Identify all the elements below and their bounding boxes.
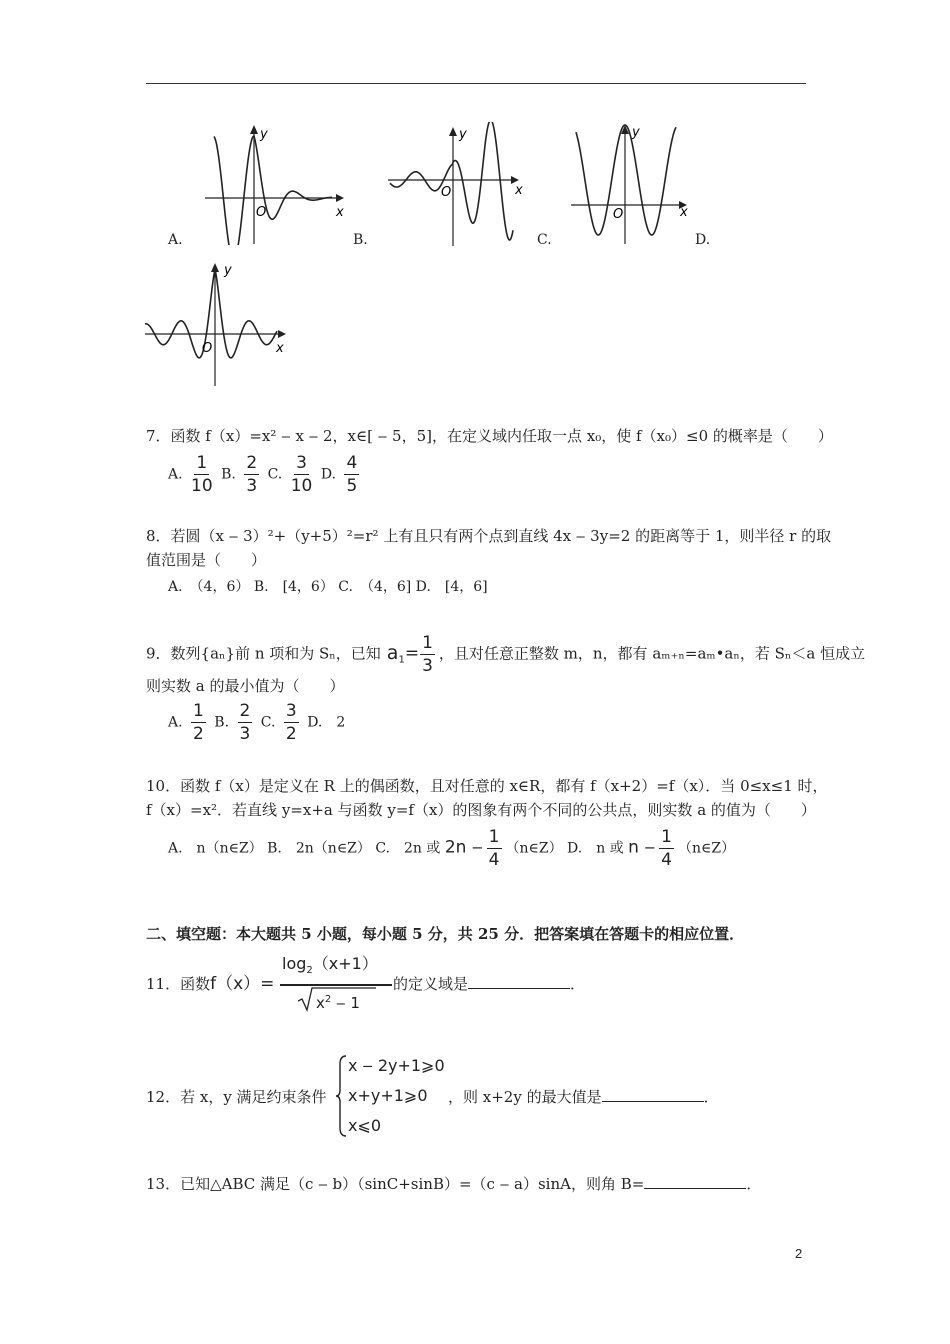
y-axis-label: y [632, 125, 640, 140]
origin-label: O [202, 341, 213, 356]
q8-stem-line1: 8．若圆（x ‒ 3）²+（y+5）²=r² 上有且只有两个点到直线 4x ‒ 3y=2 的距离等于 1，则半径 r 的取 [146, 527, 832, 545]
q13-stem: 13．已知△ABC 满足（c ‒ b）（sinC+sinB）=（c ‒ a）sinA，则角 B= ． [146, 1175, 762, 1193]
graph-option-c [568, 120, 696, 245]
q12-constraint-1: x ‒ 2y+1⩾0 [348, 1056, 445, 1075]
q12-constraint-2: x+y+1⩾0 [348, 1086, 428, 1105]
q13-answer-blank[interactable] [644, 1174, 746, 1189]
q8-options: A. （4，6） B. [4，6） C. （4，6] D. [4，6] [168, 579, 488, 595]
left-brace-icon [336, 1054, 348, 1138]
q7-d-fraction: $\frac{4}{5}$ [346, 453, 358, 496]
q10-d-fraction: $\frac{1}{4}$ [661, 827, 672, 870]
header-rule [146, 83, 806, 84]
graph-option-d [142, 258, 292, 388]
q11-suffix: 的定义域是 ． [393, 975, 586, 993]
y-axis-label: y [224, 263, 232, 278]
q12-suffix: ，则 x+2y 的最大值是 ． [448, 1088, 719, 1106]
q9-a-fraction: $\frac{1}{2}$ [193, 701, 204, 744]
q10-options: A. n（n∈Z） B. 2n（n∈Z） C. 2n 或 2n ‒ $\frac{1}{4}$ （n∈Z） D. n 或 n ‒ $\frac{1}{4}$ （n∈Z） [168, 827, 736, 870]
origin-label: O [256, 205, 267, 220]
section-2-heading: 二、填空题：本大题共 5 小题，每小题 5 分，共 25 分．把答案填在答题卡的相应位置． [146, 925, 745, 943]
graph-option-b [385, 122, 530, 247]
q10-c-fraction: $\frac{1}{4}$ [488, 827, 500, 870]
q8-stem-line2: 值范围是（ ） [146, 551, 267, 569]
q11-answer-blank[interactable] [468, 974, 570, 989]
q12-constraint-3: x⩽0 [348, 1116, 382, 1135]
q7-options: A. $\frac{1}{10}$ B. $\frac{2}{3}$ C. $\frac{3}{10}$ D. $\frac{4}{5}$ [168, 453, 358, 496]
x-axis-label: x [680, 205, 688, 220]
q9-options: A. $\frac{1}{2}$ B. $\frac{2}{3}$ C. $\frac{3}{2}$ D. 2 [168, 701, 346, 744]
q7-b-fraction: $\frac{2}{3}$ [246, 453, 258, 496]
q6-option-b-label: B. [353, 232, 368, 248]
y-axis-label: y [260, 127, 268, 142]
q9-b-fraction: $\frac{2}{3}$ [239, 701, 251, 744]
q9-stem-line2: 则实数 a 的最小值为（ ） [146, 677, 345, 695]
page-number: 2 [795, 1246, 803, 1261]
x-axis-label: x [276, 341, 284, 356]
q9-stem-line1: 9．数列{aₙ}前 n 项和为 Sₙ，已知 $a_1=$ $\frac{1}{3}$ ，且对任意正整数 m，n，都有 aₘ₊ₙ=aₘ•aₙ，若 Sₙ＜a 恒成立 [146, 633, 866, 676]
q11-prefix: 11．函数f（x）= [146, 974, 275, 994]
q7-a-fraction: $\frac{1}{10}$ [191, 453, 213, 496]
q6-option-a-label: A. [168, 232, 183, 248]
q9-c-fraction: $\frac{3}{2}$ [285, 701, 297, 744]
q12-answer-blank[interactable] [602, 1087, 704, 1102]
q7-c-fraction: $\frac{3}{10}$ [290, 453, 313, 496]
q9-a1-fraction: $\frac{1}{3}$ [422, 633, 433, 676]
y-axis-label: y [459, 127, 467, 142]
q6-option-d-label: D. [695, 232, 711, 248]
graph-option-a [200, 120, 350, 245]
x-axis-label: x [515, 183, 523, 198]
q11-denominator: $x^2$ ‒ 1 [316, 994, 360, 1012]
x-axis-label: x [336, 205, 344, 220]
q10-stem-line2: f（x）=x²．若直线 y=x+a 与函数 y=f（x）的图象有两个不同的公共点，则实数 a 的值为（ ） [146, 801, 816, 819]
q11-numerator: $\log_2(x+1)$ [282, 954, 378, 977]
q6-option-c-label: C. [537, 232, 552, 248]
q7-stem: 7．函数 f（x）=x² ‒ x ‒ 2，x∈[ ‒ 5，5]，在定义域内任取一点 x₀，使 f（x₀）≤0 的概率是（ ） [146, 427, 833, 445]
q10-stem-line1: 10．函数 f（x）是定义在 R 上的偶函数，且对任意的 x∈R，都有 f（x+2）=f（x）．当 0≤x≤1 时， [146, 777, 828, 795]
origin-label: O [441, 185, 452, 200]
q12-prefix: 12．若 x，y 满足约束条件 [146, 1088, 327, 1106]
origin-label: O [613, 207, 624, 222]
